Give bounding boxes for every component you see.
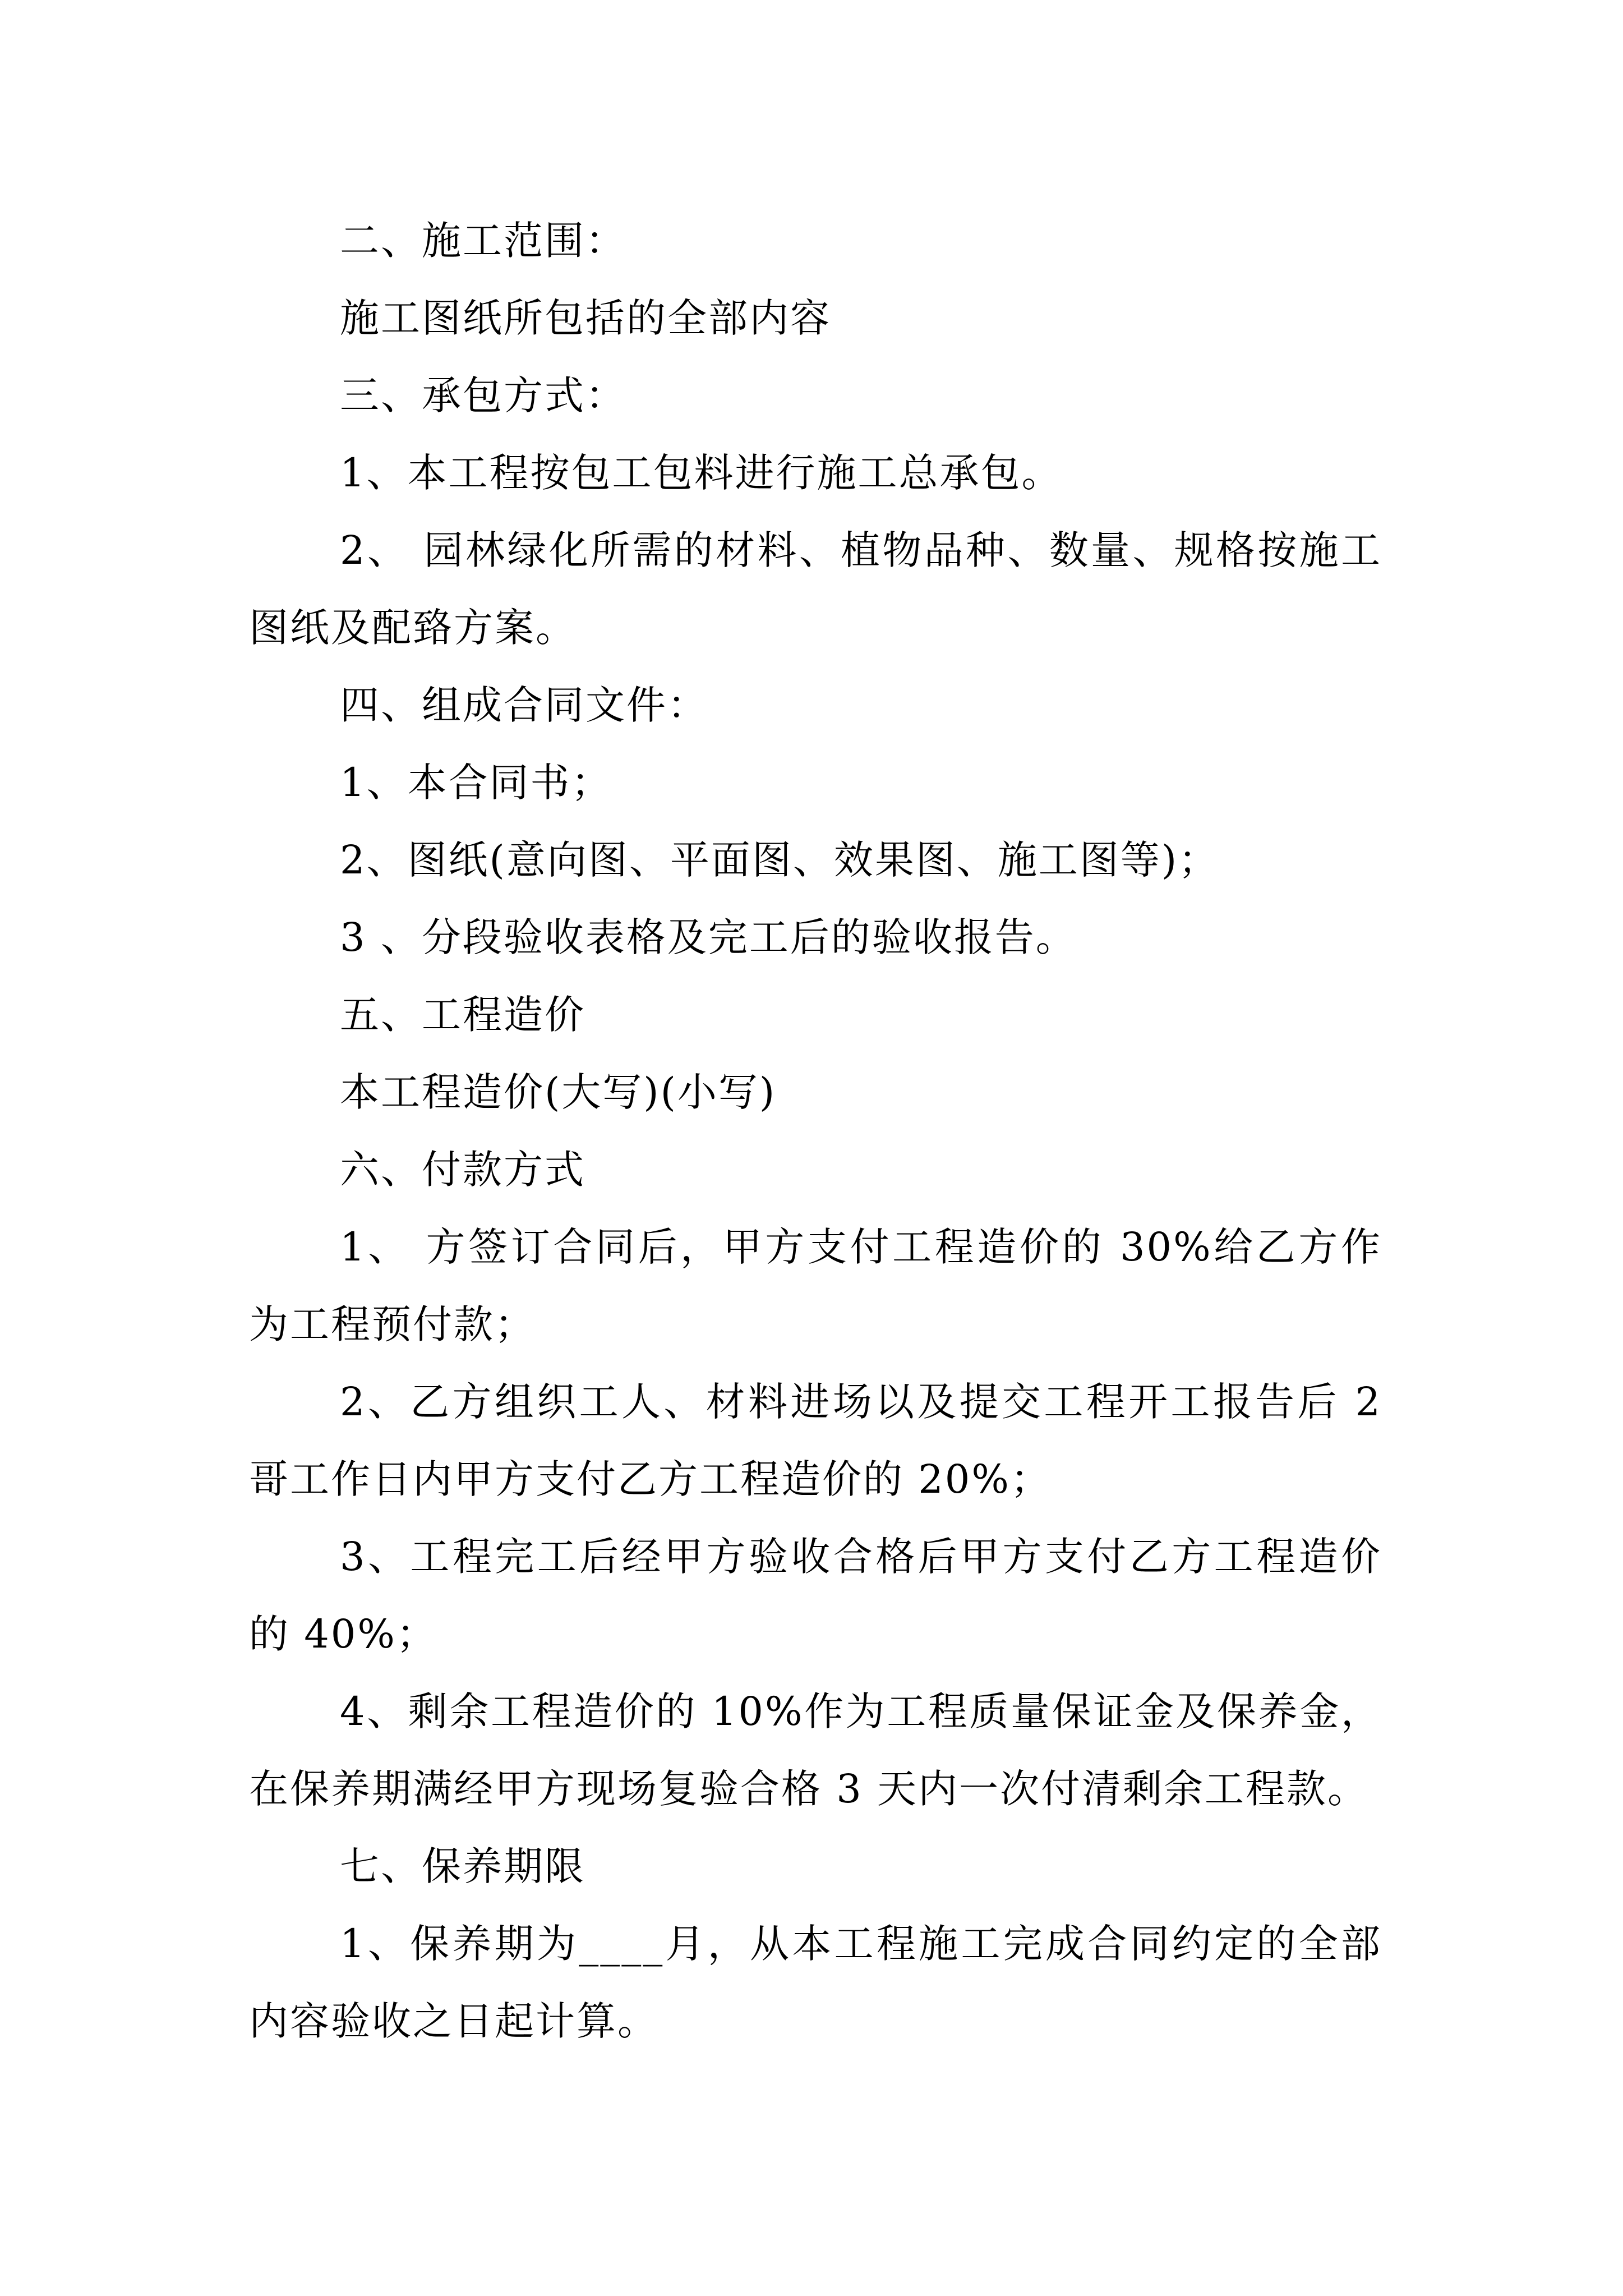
- section-heading-contract-method: 三、承包方式：: [340, 372, 626, 418]
- section-heading-scope: 二、施工范围：: [340, 218, 626, 264]
- scope-text: 施工图纸所包括的全部内容: [340, 295, 831, 341]
- section-heading-contract-documents: 四、组成合同文件：: [340, 682, 708, 728]
- contract-method-item-2: 2、 园林绿化所需的材料、植物品种、数量、规格按施工图纸及配臵方案。: [249, 527, 1382, 651]
- contract-documents-item-1: 1、本合同书；: [340, 760, 612, 806]
- contract-method-item-1: 1、本工程按包工包料进行施工总承包。: [340, 450, 1063, 496]
- contract-documents-item-3: 3 、分段验收表格及完工后的验收报告。: [340, 914, 1077, 960]
- project-cost-text: 本工程造价(大写)(小写): [340, 1069, 777, 1115]
- maintenance-period-item-1: 1、保养期为____月，从本工程施工完成合同约定的全部内容验收之日起计算。: [249, 1921, 1382, 2044]
- document-body: [249, 202, 1382, 2060]
- payment-item-1: 1、 方签订合同后，甲方支付工程造价的 30%给乙方作为工程预付款；: [249, 1224, 1382, 1347]
- payment-item-2: 2、乙方组织工人、材料进场以及提交工程开工报告后 2 哥工作日内甲方支付乙方工程造价的 20%；: [249, 1379, 1382, 1502]
- payment-item-3: 3、工程完工后经甲方验收合格后甲方支付乙方工程造价的 40%；: [249, 1534, 1382, 1657]
- contract-documents-item-2: 2、图纸(意向图、平面图、效果图、施工图等)；: [340, 837, 1220, 883]
- section-heading-project-cost: 五、工程造价: [340, 992, 585, 1038]
- section-heading-maintenance-period: 七、保养期限: [340, 1843, 585, 1889]
- payment-item-4: 4、剩余工程造价的 10%作为工程质量保证金及保养金，在保养期满经甲方现场复验合格 3 天内一次付清剩余工程款。: [249, 1688, 1382, 1812]
- section-heading-payment: 六、付款方式: [340, 1147, 585, 1193]
